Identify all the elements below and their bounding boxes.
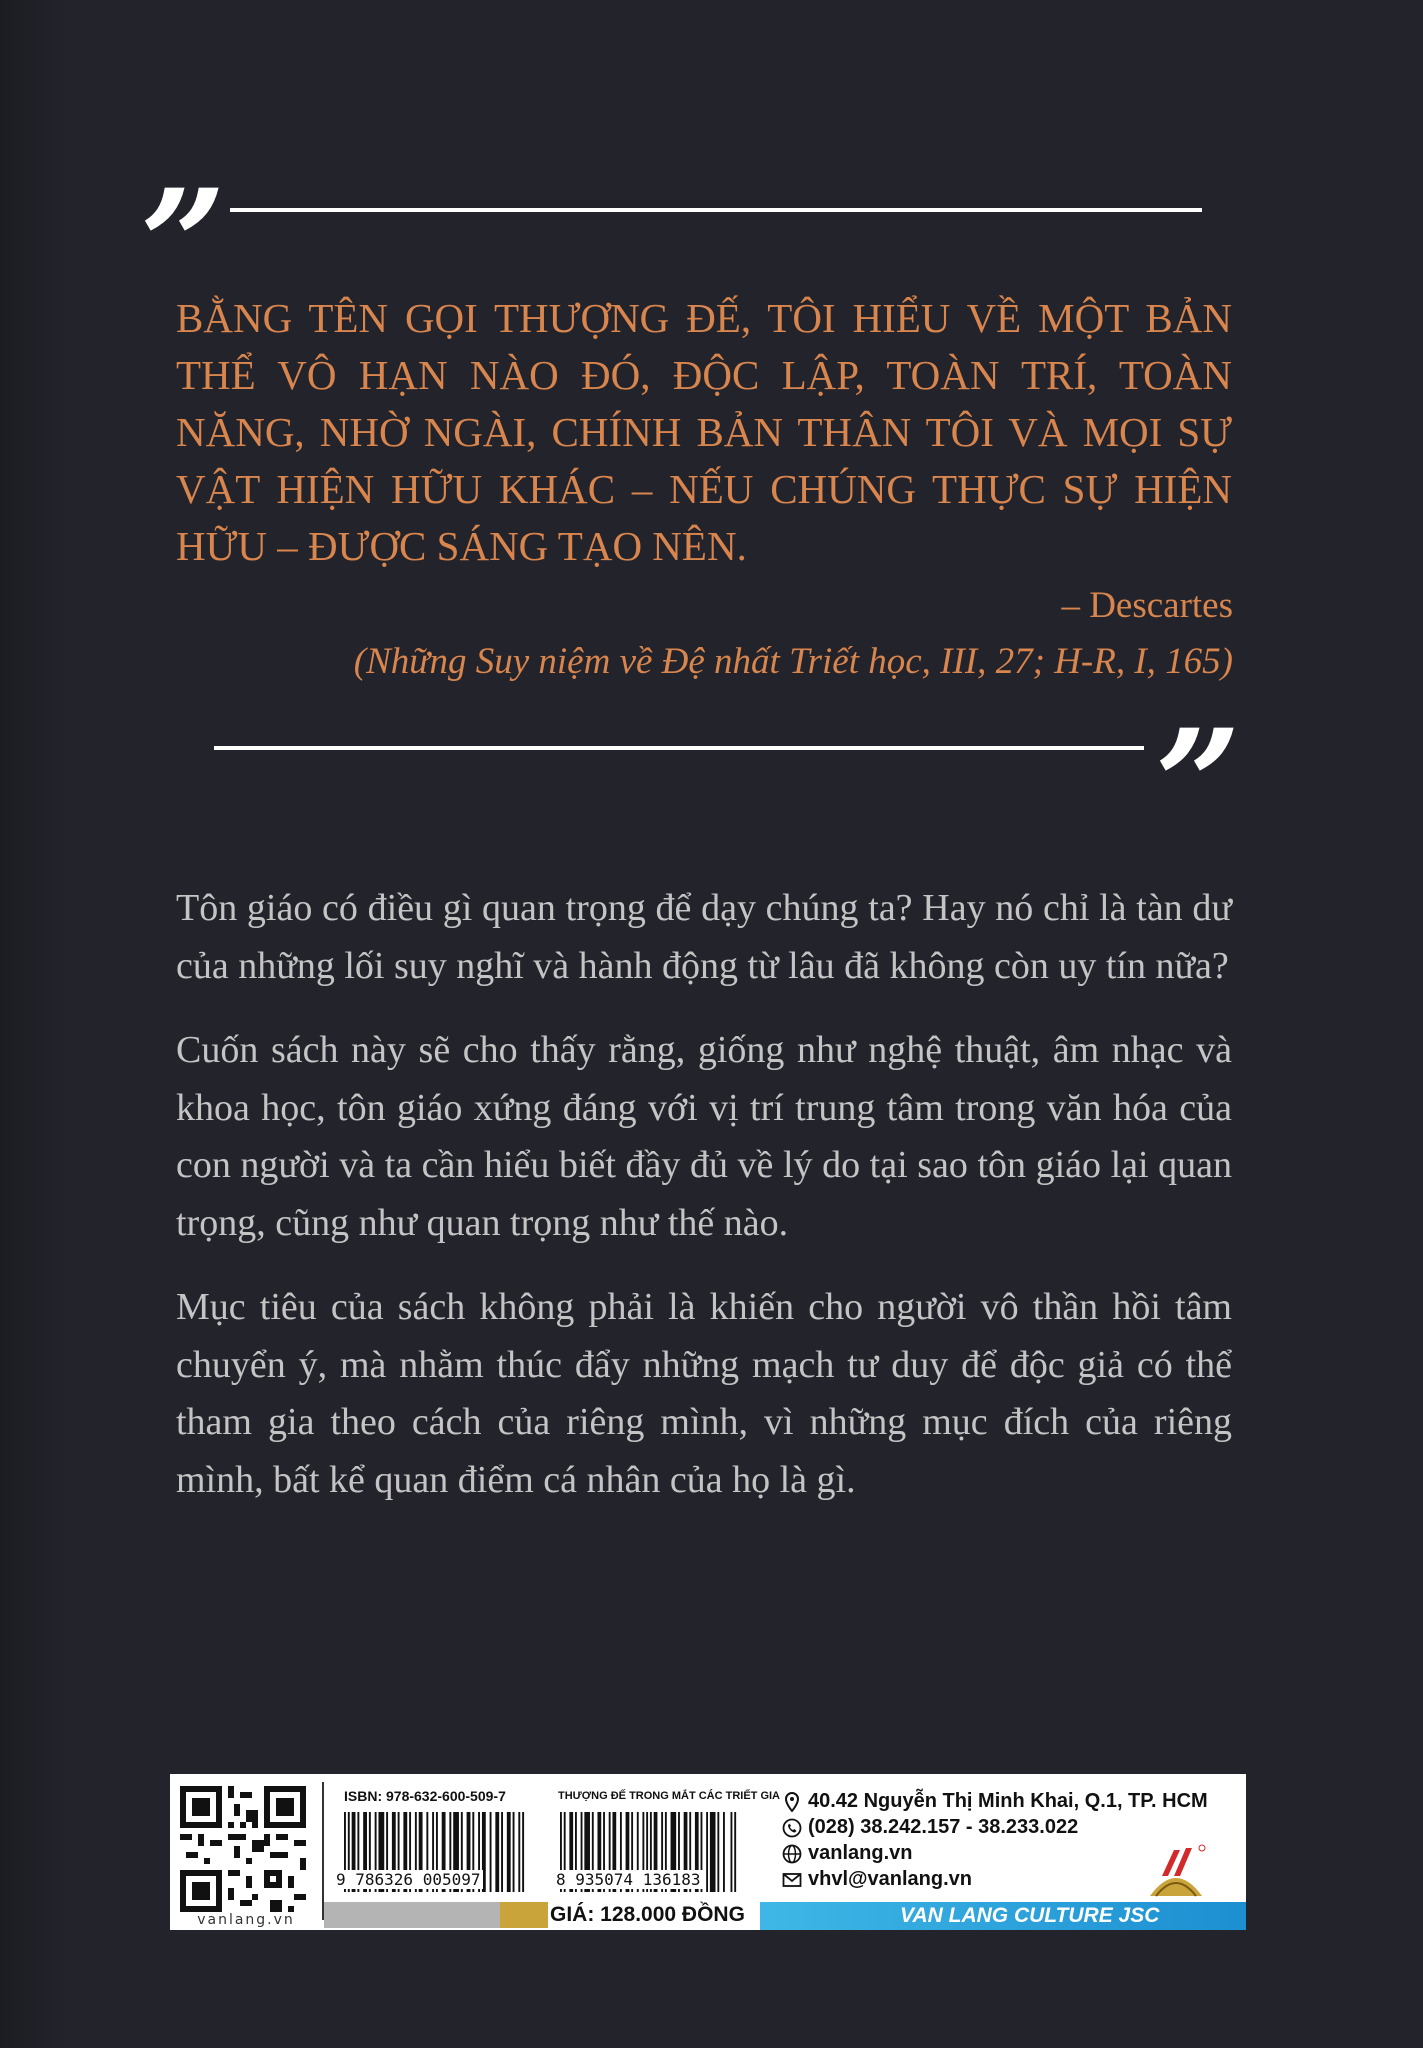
qr-url: vanlang.vn xyxy=(197,1912,295,1928)
phone-line xyxy=(782,1816,1078,1839)
globe-icon xyxy=(782,1844,802,1864)
quote-bottom-rule xyxy=(214,746,1144,750)
ean-barcode-number: 8 935074 136183 xyxy=(556,1870,701,1889)
strip-divider xyxy=(322,1782,324,1920)
blurb xyxy=(176,880,1232,1536)
location-icon xyxy=(782,1792,802,1812)
isbn-label: ISBN: 978-632-600-509-7 xyxy=(344,1788,506,1804)
address-line xyxy=(782,1790,1208,1813)
isbn-barcode-number: 9 786326 005097 xyxy=(336,1870,481,1889)
price-band-gold xyxy=(500,1902,548,1928)
mail-icon xyxy=(782,1870,802,1890)
phone-icon xyxy=(782,1818,802,1838)
publisher-logo-icon xyxy=(1140,1840,1212,1898)
publisher-name: VAN LANG CULTURE JSC xyxy=(900,1904,1160,1927)
blurb-paragraph: Tôn giáo có điều gì quan trọng để dạy chúng ta? Hay nó chỉ là tàn dư của những lối suy nghĩ và hành động từ lâu đã không còn uy tín nữa? xyxy=(176,887,1232,987)
phone-text: (028) 38.242.157 - 38.233.022 xyxy=(808,1816,1079,1838)
email-line xyxy=(782,1868,972,1891)
qr-code xyxy=(180,1786,306,1912)
price-label: GIÁ: 128.000 ĐỒNG xyxy=(550,1902,760,1928)
quote-open-icon: ” xyxy=(140,157,213,333)
website-line xyxy=(782,1842,912,1865)
address-text: 40.42 Nguyễn Thị Minh Khai, Q.1, TP. HCM xyxy=(808,1790,1208,1812)
quote-top-rule xyxy=(230,208,1202,212)
blurb-paragraph: Cuốn sách này sẽ cho thấy rằng, giống như nghệ thuật, âm nhạc và khoa học, tôn giáo xứng đáng với vị trí trung tâm trong văn hóa của con người và ta cần hiểu biết đầy đủ về lý do tại sao tôn giáo lại quan trọng, cũng như quan trọng như thế nào. xyxy=(176,1029,1232,1244)
price-band-grey xyxy=(324,1902,500,1928)
book-title-small: THƯỢNG ĐẾ TRONG MẮT CÁC TRIẾT GIA xyxy=(558,1790,780,1802)
blurb-paragraph: Mục tiêu của sách không phải là khiến cho người vô thần hồi tâm chuyển ý, mà nhằm thúc đẩy những mạch tư duy để độc giả có thể tham gia theo cách của riêng mình, vì những mục đích của riêng mình, bất kể quan điểm cá nhân của họ là gì. xyxy=(176,1286,1232,1501)
quote-close-icon: ” xyxy=(1155,697,1228,873)
website-text: vanlang.vn xyxy=(808,1842,913,1864)
quote-source: (Những Suy niệm về Đệ nhất Triết học, III, 27; H-R, I, 165) xyxy=(353,641,1233,682)
quote-text: BẰNG TÊN GỌI THƯỢNG ĐẾ, TÔI HIỂU VỀ MỘT BẢN THỂ VÔ HẠN NÀO ĐÓ, ĐỘC LẬP, TOÀN TRÍ, TOÀN NĂNG, NHỜ NGÀI, CHÍNH BẢN THÂN TÔI VÀ MỌI SỰ VẬT HIỆN HỮU KHÁC – NẾU CHÚNG THỰC SỰ HIỆN HỮU – ĐƯỢC SÁNG TẠO NÊN. xyxy=(176,295,1232,569)
email-text: vhvl@vanlang.vn xyxy=(808,1868,972,1890)
quote-author: – Descartes xyxy=(1061,585,1233,626)
spine-shadow xyxy=(0,0,70,2048)
